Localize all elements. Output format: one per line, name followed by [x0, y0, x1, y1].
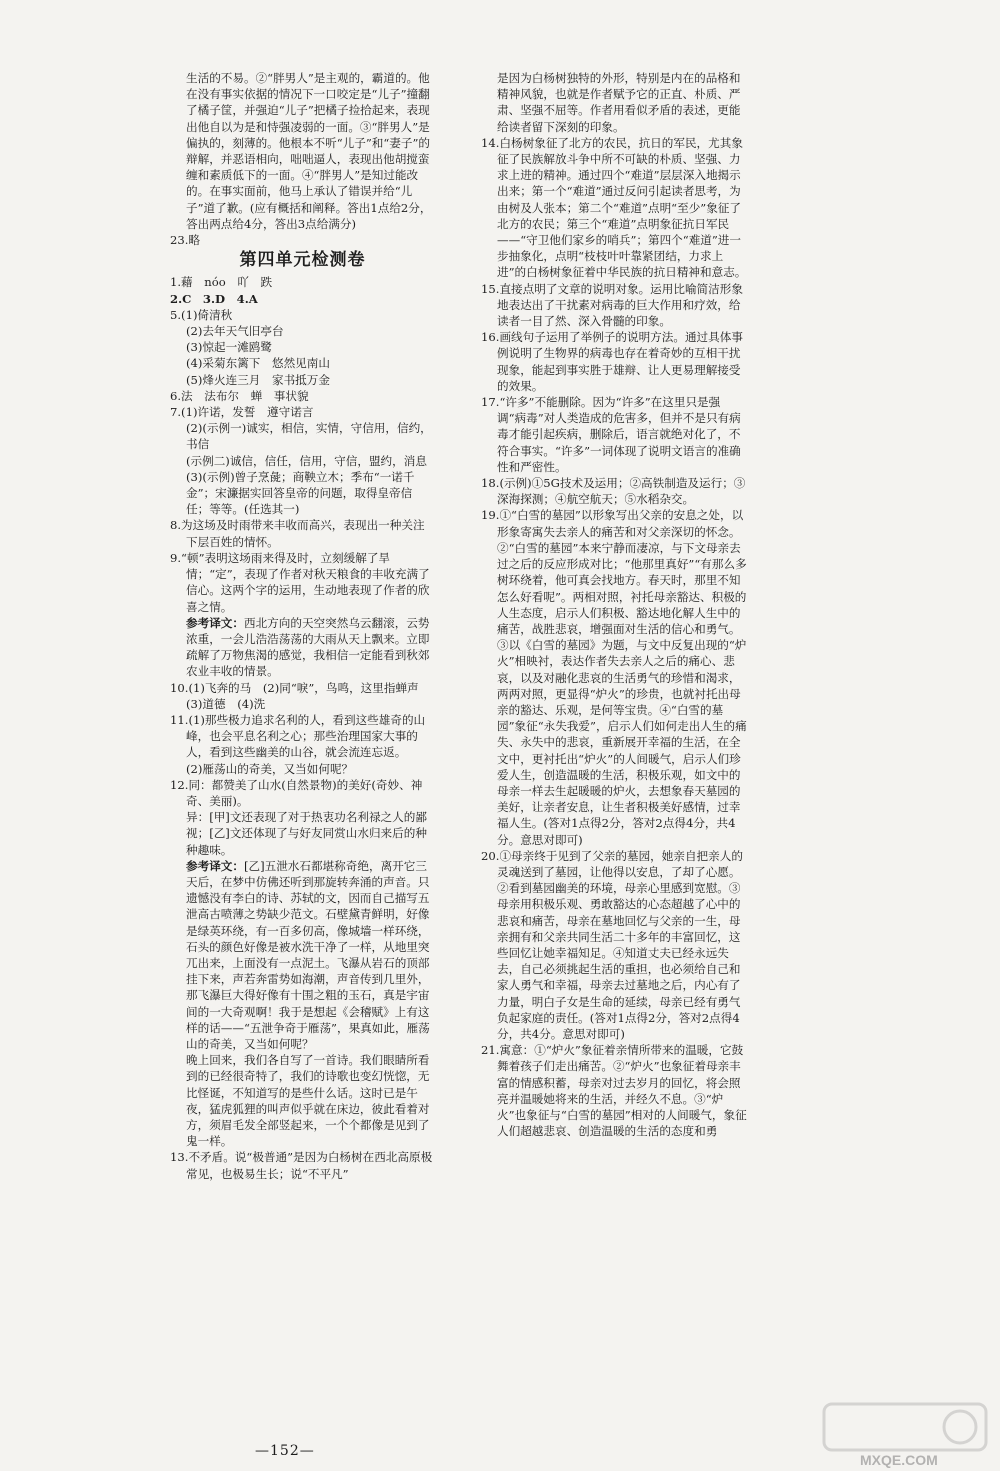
answer-item: 是因为白杨树独特的外形，特别是内在的品格和精神风貌，也就是作者赋予它的正直、朴质、严肃、坚强不屈等。作者用看似矛盾的表述，更能给读者留下深刻的印象。 [497, 71, 741, 134]
answer-item: 8.为这场及时雨带来丰收而高兴，表现出一种关注下层百姓的情怀。 [170, 518, 425, 549]
answer-item: 参考译文：西北方向的天空突然乌云翻滚，云势浓重，一会儿浩浩荡荡的大雨从天上飘来。立即疏解了万物焦渴的感觉，我相信一定能看到秋郊农业丰收的情景。 [186, 615, 430, 679]
answer-item: 13.不矛盾。说“极普通”是因为白杨树在西北高原极常见，也极易生长；说“不平凡” [170, 1150, 433, 1181]
answer-item: 11.(1)那些极力追求名利的人，看到这些雄奇的山峰，也会平息名利之心；那些治理国家大事的人，看到这些幽美的山谷，就会流连忘返。 [170, 712, 426, 760]
answer-item: 20.①母亲终于见到了父亲的墓园，她亲自把亲人的灵魂送到了墓园，让他得以安息，了却了心愿。②看到墓园幽美的环境，母亲心里感到宽慰。③母亲用积极乐观、勇敢豁达的心态超越了心中的悲哀和痛苦，母亲在墓地回忆与父亲的一生，母亲拥有和父亲共同生活二十多年的丰富回忆，这些回忆让她幸福知足。④知道丈夫已经永远失去，自己必须挑起生活的重担，也必须给自己和家人勇气和幸福，母亲去过墓地之后，内心有了力量，明白子女是生命的延续，母亲已经有勇气负起家庭的责任。(答对1点得2分，答对2点得4分，共4分。意思对即可) [481, 848, 743, 1041]
answer-item: (5)烽火连三月 家书抵万金 [186, 372, 330, 387]
answer-item: 16.画线句子运用了举例子的说明方法。通过具体事例说明了生物界的病毒也存在着奇妙的互相干扰现象，能起到事实胜于雄辩、让人更易理解接受的效果。 [481, 330, 743, 393]
answer-item: 12.同：都赞美了山水(自然景物)的美好(奇妙、神奇、美丽)。 [170, 777, 423, 808]
left-column [170, 70, 435, 1182]
answer-item: 参考译文：[乙]五泄水石都堪称奇绝，离开它三天后，在梦中仿佛还听到那旋转奔涌的声音。只遗憾没有李白的诗、苏轼的文，因而自己描写五泄高古喷薄之势缺少范文。石壁黛青鲜明，好像是绿英环绕，有一百多仞高，像城墙一样环绕，石头的颜色好像是被水洗干净了一样，从地里突兀出来，上面没有一点泥土。飞瀑从岩石的顶部挂下来，声若奔雷势如海潮，声音传到几里外，那飞瀑巨大得好像有十围之粗的玉石，真是宇宙间的一大奇观啊！我于是想起《会稽赋》上有这样的话——“五泄争奇于雁荡”，果真如此，雁荡山的奇美，又当如何呢？ [186, 858, 430, 1051]
answer-item: 5.(1)倚清秋 [170, 307, 233, 322]
answer-item: (示例二)诚信，信任，信用，守信，盟约，消息 [186, 453, 427, 468]
answer-item: 晚上回来，我们各自写了一首诗。我们眼睛所看到的已经很奇特了，我们的诗歌也变幻恍惚，无比怪诞，不知道写的是些什么话。这时已是午夜，猛虎狐狸的叫声似乎就在床边，彼此看着对方，须眉毛发全部竖起来，一个个都像是见到了鬼一样。 [186, 1053, 430, 1149]
watermark-text: MXQE.COM [860, 1452, 938, 1468]
answer-item: (4)采菊东篱下 悠然见南山 [186, 356, 330, 371]
answer-item: 18.(示例)①5G技术及运用；②高铁制造及运行；③深海探测；④航空航天；⑤水稻杂交。 [481, 476, 746, 507]
answer-item: 异：[甲]文还表现了对于热衷功名利禄之人的鄙视；[乙]文还体现了与好友同赏山水归来后的种种趣味。 [186, 810, 427, 857]
answer-item: (3)惊起一滩鸥鹭 [186, 340, 272, 355]
answer-paragraph: 生活的不易。②“胖男人”是主观的，霸道的。他在没有事实依据的情况下一口咬定是“儿子”撞翻了橘子筐，并强迫“儿子”把橘子捡拾起来，表现出他自以为是和恃强凌弱的一面。③“胖男人”是偏执的，刻薄的。他根本不听“儿子”和“妻子”的辩解，并恶语相向，咄咄逼人，表现出他胡搅蛮缠和素质低下的一面。④“胖男人”是知过能改的。在事实面前，他马上承认了错误并给“儿子”道了歉。(应有概括和阐释。答出1点给2分，答出两点给4分，答出3点给满分) [186, 71, 432, 231]
right-column [481, 70, 749, 1139]
answer-item: (2)去年天气旧亭台 [186, 324, 284, 339]
section-title: 第四单元检测卷 [239, 250, 366, 271]
answer-item: 10.(1)飞奔的马 (2)同“唳”，鸟鸣，这里指蝉声 (3)道德 (4)洗 [170, 680, 431, 711]
answer-item: 21.寓意：①“炉火”象征着亲情所带来的温暖，它鼓舞着孩子们走出痛苦。②“炉火”也象征着母亲丰富的情感积蓄，母亲对过去岁月的回忆，将会照亮并温暖她将来的生活，并经久不息。③“炉火”也象征与“白雪的墓园”相对的人间暖气，象征人们超越悲哀、创造温暖的生活的态度和勇 [481, 1043, 747, 1139]
answer-item: 17.“许多”不能删除。因为“许多”在这里只是强调“病毒”对人类造成的危害多，但并不是只有病毒才能引起疾病，删除后，语言就绝对化了，不符合事实。“许多”一词体现了说明文语言的准确性和严密性。 [481, 395, 741, 474]
answer-item: (3)(示例)曾子烹彘；商鞅立木；季布“一诺千金”；宋濂据实回答皇帝的问题，取得皇帝信任；等等。(任选其一) [186, 469, 415, 517]
answer-item: 1.藉 nóo 吖 跌 [170, 275, 273, 290]
answer-paragraph: 23.略 [170, 233, 201, 248]
page-number: —152— [255, 1443, 315, 1459]
answer-item: 6.法 法布尔 蝉 事状貌 [170, 388, 309, 403]
answer-item: 9.“顿”表明这场雨来得及时，立刻缓解了旱情；“定”，表现了作者对秋天粮食的丰收充满了信心。这两个字的运用，生动地表现了作者的欣喜之情。 [170, 550, 430, 614]
answer-item: 14.白杨树象征了北方的农民，抗日的军民，尤其象征了民族解放斗争中所不可缺的朴质、坚强、力求上进的精神。通过四个“难道”层层深入地揭示出来；第一个“难道”通过反问引起读者思考，为由树及人张本；第二个“难道”点明“至少”象征了北方的农民；第三个“难道”点明象征抗日军民——“守卫他们家乡的哨兵”；第四个“难道”进一步抽象化，点明“枝枝叶叶靠紧团结，力求上进”的白杨树象征着中华民族的抗日精神和意志。 [481, 135, 747, 280]
answer-item: 2.C 3.D 4.A [170, 291, 258, 306]
answer-item: (2)雁荡山的奇美，又当如何呢？ [186, 761, 354, 776]
answer-item: 15.直接点明了文章的说明对象。运用比喻简洁形象地表达出了干扰素对病毒的巨大作用和疗效，给读者一目了然、深入骨髓的印象。 [481, 281, 743, 329]
answer-item: 19.①“白雪的墓园”以形象写出父亲的安息之处，以形象寄寓失去亲人的痛苦和对父亲深切的怀念。②“白雪的墓园”本来宁静而凄凉，与下文母亲去过之后的反应形成对比；“他那里真好”“有那么多树环绕着，他可真会找地方。春天时，那里不知怎么好看呢”。两相对照，衬托母亲豁达、积极的人生态度，启示人们积极、豁达地化解人生中的痛苦，战胜悲哀，增强面对生活的信心和勇气。③以《白雪的墓园》为题，与文中反复出现的“炉火”相映衬，表达作者失去亲人之后的痛心、悲哀，以及对融化悲哀的生活勇气的珍惜和渴求，两两对照，更显得“炉火”的珍贵，也就衬托出母亲的豁达、乐观，是何等宝贵。④“白雪的墓园”象征“永失我爱”，启示人们如何走出人生的痛失、永失中的悲哀，重新展开幸福的生活，在全文中，更衬托出“炉火”的人间暖气，启示人们珍爱人生，创造温暖的生活，积极乐观，如文中的母亲一样去生起暖暖的炉火，去想象春天墓园的美好，让亲者安息，让生者积极美好感情，过幸福人生。(答对1点得2分，答对2点得4分，共4分。意思对即可) [481, 508, 747, 847]
answer-item: (2)(示例一)诚实，相信，实情，守信用，信约，书信 [186, 421, 432, 452]
answer-item: 7.(1)许诺，发誓 遵守诺言 [170, 405, 314, 420]
